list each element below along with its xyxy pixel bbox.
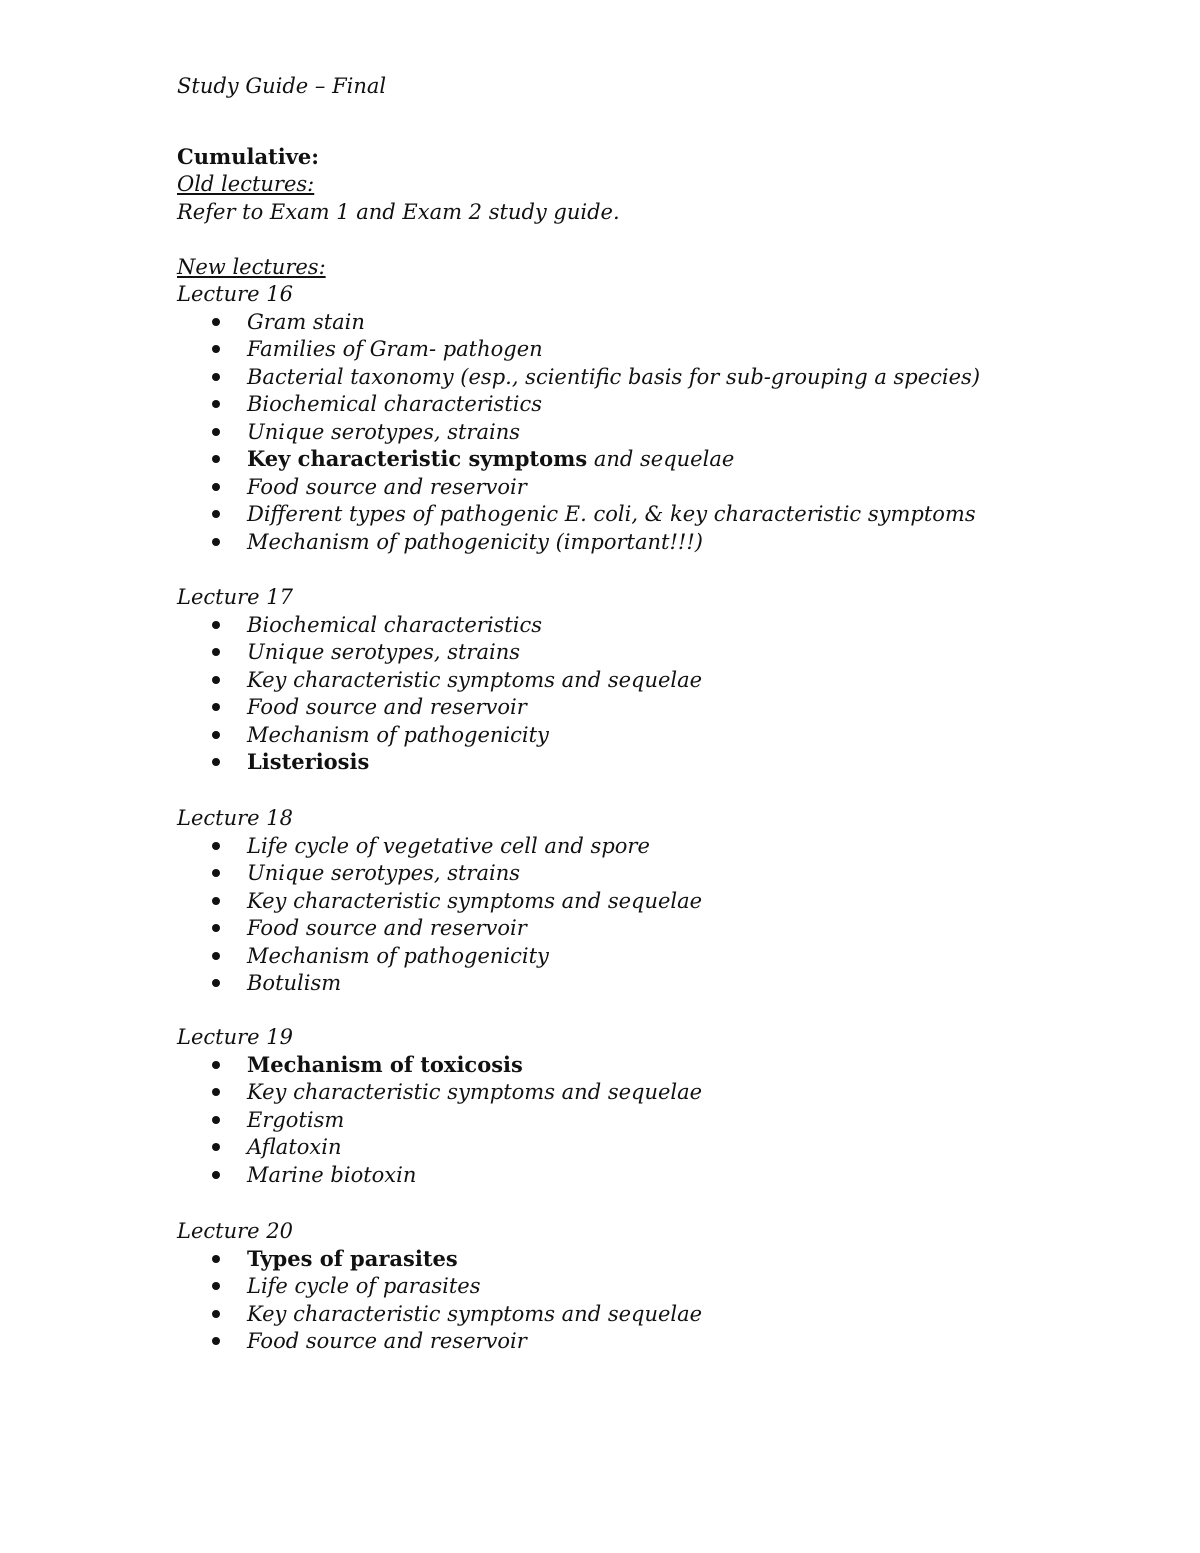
bullet-icon: [212, 731, 220, 739]
bullet-icon: [212, 1061, 220, 1069]
list-item-text: [247, 639, 520, 665]
list-item-plain-text: Botulism: [247, 971, 342, 995]
bullet-icon: [212, 924, 220, 932]
list-item-plain-text: Unique serotypes, strains: [247, 640, 520, 664]
bullet-icon: [212, 897, 220, 905]
bullet-icon: [212, 979, 220, 987]
list-item-plain-text: Biochemical characteristics: [247, 612, 543, 637]
list-item-plain-text: Food source and reservoir: [247, 1329, 527, 1353]
list-item-text: [247, 474, 527, 500]
list-item-text: [247, 970, 341, 996]
list-item-plain-text: Bacterial taxonomy (esp., scientific basis for sub-grouping a species): [247, 364, 981, 389]
list-item-text: [247, 749, 369, 775]
list-item-bold-text: Listeriosis: [247, 749, 370, 774]
list-item-plain-text: Unique serotypes, strains: [247, 861, 520, 885]
list-item-plain-text: Different types of pathogenic E. coli, & key characteristic symptoms: [247, 502, 976, 526]
bullet-icon: [212, 676, 220, 684]
list-item-text: [247, 612, 542, 638]
lecture-title: Lecture 17: [177, 585, 293, 609]
bullet-icon: [212, 1143, 220, 1151]
bullet-icon: [212, 1116, 220, 1124]
list-item-text: [247, 833, 650, 859]
bullet-icon: [212, 483, 220, 491]
list-item-text: [247, 1273, 481, 1299]
bullet-icon: [212, 758, 220, 766]
lecture-title: Lecture 16: [177, 282, 293, 306]
bullet-icon: [212, 1088, 220, 1096]
list-item-plain-text: Mechanism of pathogenicity: [247, 943, 549, 968]
bullet-icon: [212, 428, 220, 436]
bullet-icon: [212, 648, 220, 656]
list-item-text: [247, 501, 976, 527]
new-lectures-label: New lectures:: [177, 255, 326, 279]
list-item-plain-text: Biochemical characteristics: [247, 392, 543, 416]
list-item-plain-text: Key characteristic symptoms and sequelae: [247, 1080, 703, 1104]
bullet-icon: [212, 621, 220, 629]
list-item-text: [247, 336, 543, 362]
list-item-bold-text: Types of parasites: [247, 1245, 458, 1271]
bullet-icon: [212, 1337, 220, 1345]
list-item-text: [247, 860, 520, 886]
bullet-icon: [212, 400, 220, 408]
list-item-text: [247, 1052, 523, 1078]
list-item-plain-text: Key characteristic symptoms and sequelae: [247, 667, 703, 692]
list-item-text: [247, 1328, 527, 1354]
list-item-plain-text: Marine biotoxin: [247, 1162, 417, 1187]
list-item-text: [247, 529, 703, 555]
bullet-icon: [212, 952, 220, 960]
list-item-plain-text: Unique serotypes, strains: [247, 419, 520, 444]
bullet-icon: [212, 538, 220, 546]
list-item-text: [247, 1079, 702, 1105]
bullet-icon: [212, 842, 220, 850]
list-item-text: [247, 1107, 344, 1133]
list-item-text: [247, 1134, 342, 1160]
list-item-text: [247, 391, 542, 417]
list-item-plain-text: and sequelae: [587, 447, 735, 471]
list-item-plain-text: Life cycle of vegetative cell and spore: [247, 833, 650, 858]
list-item-text: [247, 943, 549, 969]
list-item-text: [247, 1301, 702, 1327]
bullet-icon: [212, 345, 220, 353]
list-item-plain-text: Key characteristic symptoms and sequelae: [247, 888, 703, 913]
list-item-bold-text: Key characteristic symptoms: [247, 446, 588, 471]
list-item-plain-text: Food source and reservoir: [247, 695, 527, 719]
list-item-plain-text: Life cycle of parasites: [247, 1274, 481, 1298]
list-item-text: [247, 364, 980, 390]
bullet-icon: [212, 1310, 220, 1318]
list-item-text: [247, 309, 365, 335]
bullet-icon: [212, 373, 220, 381]
list-item-plain-text: Mechanism of pathogenicity (important!!!): [247, 529, 703, 554]
bullet-icon: [212, 1171, 220, 1179]
bullet-icon: [212, 703, 220, 711]
list-item-plain-text: Food source and reservoir: [247, 474, 527, 499]
bullet-icon: [212, 869, 220, 877]
list-item-plain-text: Families of Gram- pathogen: [247, 337, 543, 361]
list-item-text: [247, 722, 549, 748]
list-item-plain-text: Ergotism: [247, 1107, 345, 1132]
list-item-text: [247, 419, 520, 445]
old-lectures-label: Old lectures:: [177, 172, 315, 196]
old-lectures-text: Refer to Exam 1 and Exam 2 study guide.: [177, 200, 620, 224]
list-item-text: [247, 1246, 458, 1272]
list-item-text: [247, 1162, 416, 1188]
bullet-icon: [212, 1282, 220, 1290]
list-item-plain-text: Key characteristic symptoms and sequelae: [247, 1301, 703, 1326]
list-item-plain-text: Aflatoxin: [247, 1135, 342, 1159]
list-item-plain-text: Food source and reservoir: [247, 916, 527, 940]
list-item-plain-text: Mechanism of pathogenicity: [247, 722, 549, 747]
document-title: Study Guide – Final: [177, 74, 387, 98]
list-item-text: [247, 446, 734, 472]
bullet-icon: [212, 455, 220, 463]
list-item-text: [247, 915, 527, 941]
lecture-title: Lecture 19: [177, 1025, 293, 1049]
list-item-bold-text: Mechanism of toxicosis: [247, 1051, 523, 1077]
lecture-title: Lecture 20: [177, 1219, 293, 1243]
list-item-text: [247, 667, 702, 693]
list-item-text: [247, 694, 527, 720]
list-item-plain-text: Gram stain: [247, 309, 365, 334]
list-item-text: [247, 888, 702, 914]
bullet-icon: [212, 1255, 220, 1263]
lecture-title: Lecture 18: [177, 806, 293, 830]
bullet-icon: [212, 318, 220, 326]
cumulative-heading: Cumulative:: [177, 144, 320, 169]
bullet-icon: [212, 510, 220, 518]
